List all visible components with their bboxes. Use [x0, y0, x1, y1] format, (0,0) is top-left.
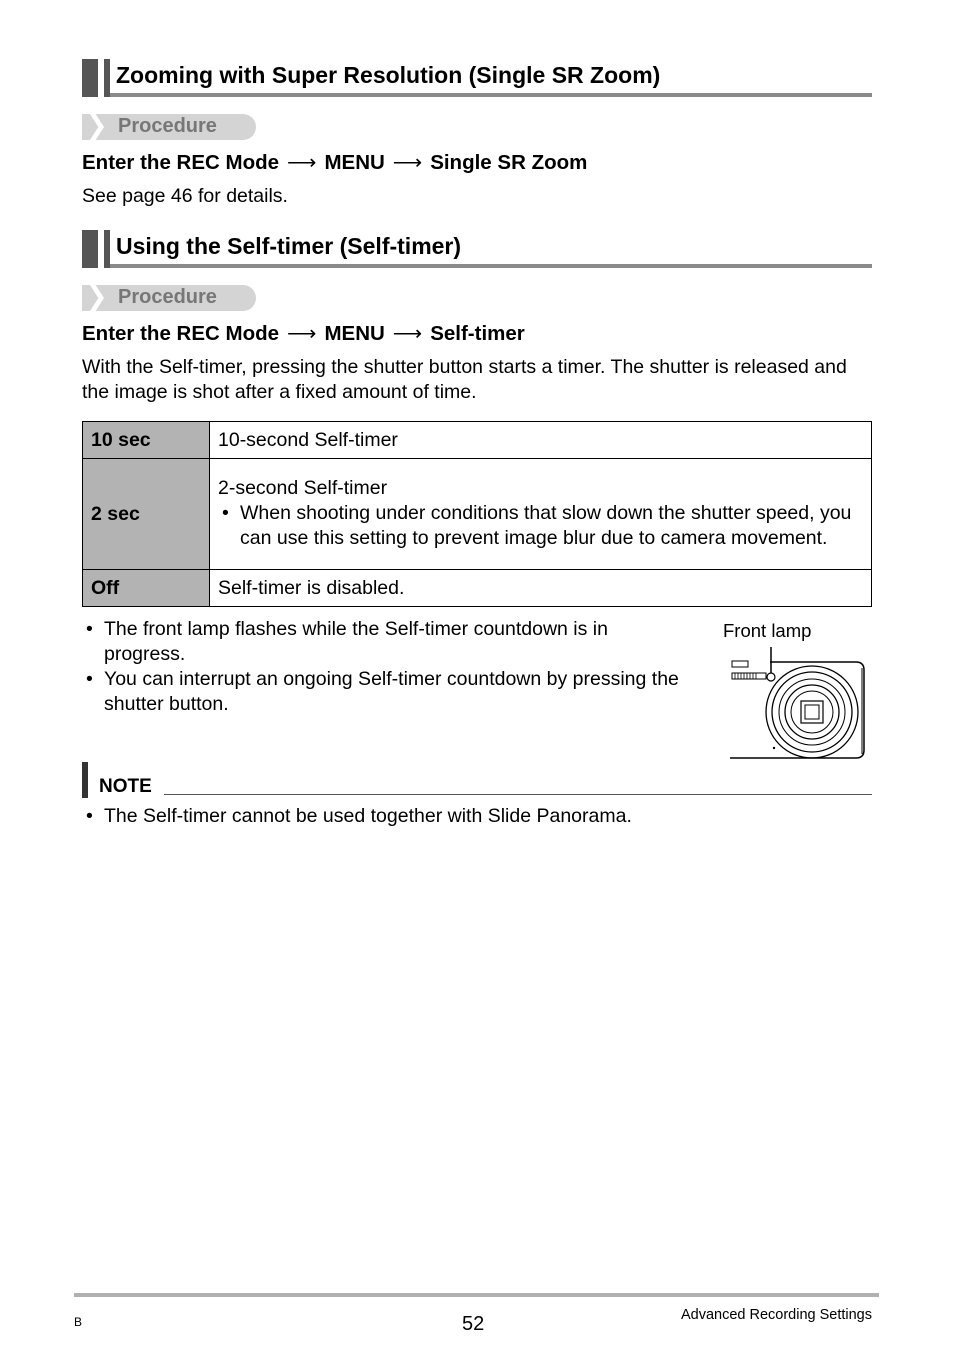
path-step: MENU: [324, 322, 385, 345]
notes-list: [82, 617, 682, 717]
heading-bar: [82, 59, 98, 97]
list-item: [82, 667, 682, 717]
list-item: [218, 501, 863, 551]
table-row: [83, 422, 872, 459]
footer-rule: [74, 1293, 879, 1297]
page-number: 52: [462, 1313, 485, 1335]
heading-rule: [110, 93, 872, 97]
list-item: [82, 804, 872, 829]
note-text: The front lamp flashes while the Self-timer countdown is in progress.: [104, 618, 608, 665]
note-label: NOTE: [99, 776, 152, 797]
procedure-badge: [82, 285, 256, 311]
procedure-label: Procedure: [118, 286, 217, 308]
section-text: See page 46 for details.: [82, 185, 288, 207]
heading-bar: [82, 230, 98, 268]
path-step: Enter the REC Mode: [82, 151, 280, 174]
path-step: Self-timer: [430, 322, 525, 345]
setting-desc: 10-second Self-timer: [210, 422, 872, 459]
section-title: Using the Self-timer (Self-timer): [116, 233, 462, 259]
procedure-chevron-icon: [90, 285, 104, 311]
arrow-right-icon: ⟶: [287, 151, 317, 174]
list-item: [82, 617, 682, 667]
procedure-badge: [82, 114, 256, 140]
section-title: Zooming with Super Resolution (Single SR Zoom): [116, 62, 661, 88]
menu-path: [82, 150, 587, 175]
menu-path: [82, 321, 525, 346]
note-rule: [164, 794, 872, 795]
arrow-right-icon: ⟶: [287, 322, 317, 345]
arrow-right-icon: ⟶: [392, 151, 423, 174]
note-bar: [82, 762, 88, 798]
path-step: Single SR Zoom: [430, 151, 588, 174]
bullet-icon: •: [86, 618, 93, 640]
setting-desc-cell: [210, 459, 872, 570]
setting-key: 10 sec: [83, 422, 210, 459]
table-row: [83, 459, 872, 570]
section-heading-sr-zoom: [82, 59, 872, 97]
arrow-right-icon: ⟶: [392, 322, 423, 345]
camera-front-icon: [726, 644, 870, 762]
path-step: MENU: [324, 151, 385, 174]
section-text: With the Self-timer, pressing the shutter button starts a timer. The shutter is released and the image is shot after a fixed amount of time.: [82, 356, 847, 403]
setting-desc: Self-timer is disabled.: [210, 570, 872, 607]
path-step: Enter the REC Mode: [82, 322, 280, 345]
bullet-icon: •: [222, 501, 229, 524]
footer-left: B: [74, 1315, 83, 1329]
heading-bar: [104, 230, 110, 268]
note-heading: [82, 762, 872, 798]
heading-bar: [104, 59, 110, 97]
setting-key: 2 sec: [83, 459, 210, 570]
setting-bullet: When shooting under conditions that slow down the shutter speed, you can use this setting to prevent image blur due to camera movement.: [240, 501, 852, 549]
section-heading-self-timer: [82, 230, 872, 268]
footer-right: Advanced Recording Settings: [680, 1307, 872, 1323]
note-list: [82, 804, 872, 829]
setting-key: Off: [83, 570, 210, 607]
procedure-chevron-icon: [90, 114, 104, 140]
table-row: [83, 570, 872, 607]
setting-desc: 2-second Self-timer: [218, 476, 388, 499]
procedure-label: Procedure: [118, 115, 217, 137]
heading-rule: [110, 264, 872, 268]
note-text: You can interrupt an ongoing Self-timer countdown by pressing the shutter button.: [104, 668, 679, 715]
bullet-icon: •: [86, 668, 93, 690]
self-timer-settings-table: [82, 421, 872, 607]
figure-label: Front lamp: [723, 620, 812, 641]
note-text: The Self-timer cannot be used together with Slide Panorama.: [104, 805, 632, 827]
bullet-icon: •: [86, 805, 93, 827]
